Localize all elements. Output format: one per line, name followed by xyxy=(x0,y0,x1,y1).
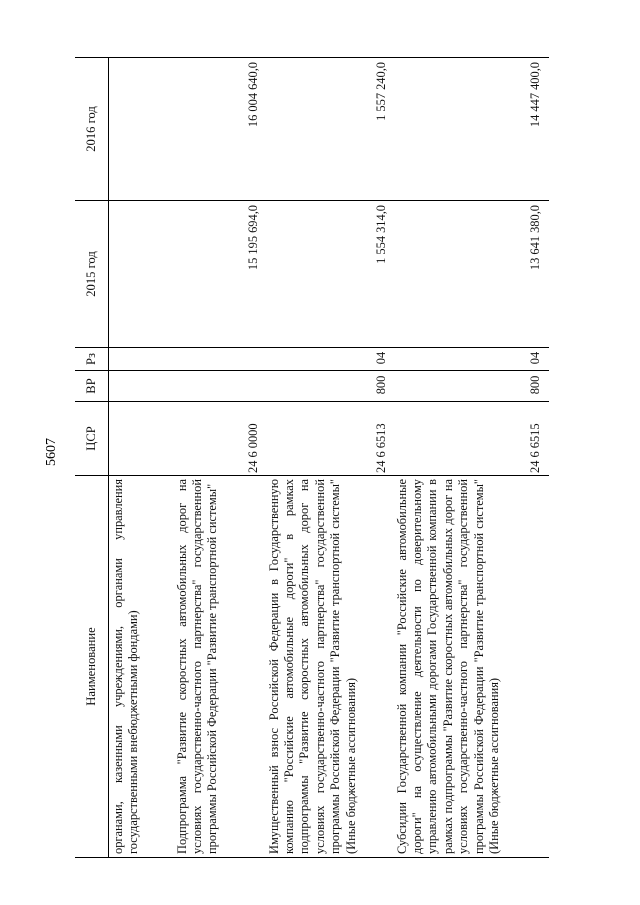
row-name: Имущественный взнос Российской Федерации в Государственную компанию "Российские автомобильные дороги" в рамках подпрограммы "Развитие скоростных автомобильных дорог на условиях государственно-частного партнерства" государственной программы Российской Федерации "Развитие транспортной системы" (Иные бюджетные ассигнования) xyxy=(265,476,393,858)
table-row xyxy=(173,58,265,858)
table-row xyxy=(393,58,549,858)
row-csr: 24 6 6513 xyxy=(265,402,393,476)
row-vr: 800 xyxy=(393,371,549,402)
row-rz xyxy=(109,348,173,371)
row-2016: 1 557 240,0 xyxy=(265,58,393,201)
row-rz xyxy=(173,348,265,371)
row-csr: 24 6 6515 xyxy=(393,402,549,476)
row-csr: 24 6 0000 xyxy=(173,402,265,476)
row-2015: 1 554 314,0 xyxy=(265,201,393,348)
row-vr: 800 xyxy=(265,371,393,402)
row-2015 xyxy=(109,201,173,348)
header-vr: ВР xyxy=(75,371,109,402)
row-2015: 15 195 694,0 xyxy=(173,201,265,348)
header-2016: 2016 год xyxy=(75,58,109,201)
header-rz: Рз xyxy=(75,348,109,371)
table-row xyxy=(265,58,393,858)
row-name: Субсидии Государственной компании "Российские автомобильные дороги" на осуществление деятельности по доверительному управлению автомобильными дорогами Государственной компании в рамках подпрограммы "Развитие скоростных автомобильных дорог на условиях государственно-частного партнерства" государственной программы Российской Федерации "Развитие транспортной системы" (Иные бюджетные ассигнования) xyxy=(393,476,549,858)
page-number: 5607 xyxy=(44,438,59,466)
table-header-row xyxy=(75,58,109,858)
row-name: органами, казенными учреждениями, органами управления государственными внебюджетными фондами) xyxy=(109,476,173,858)
row-vr xyxy=(109,371,173,402)
row-2016 xyxy=(109,58,173,201)
row-vr xyxy=(173,371,265,402)
header-csr: ЦСР xyxy=(75,402,109,476)
row-2016: 14 447 400,0 xyxy=(393,58,549,201)
row-2015: 13 641 380,0 xyxy=(393,201,549,348)
header-2015: 2015 год xyxy=(75,201,109,348)
budget-table-rotated xyxy=(75,58,602,858)
budget-table xyxy=(75,57,549,858)
row-name: Подпрограмма "Развитие скоростных автомобильных дорог на условиях государственно-частного партнерства" государственной программы Российской Федерации "Развитие транспортной системы" xyxy=(173,476,265,858)
row-rz: 04 xyxy=(265,348,393,371)
row-2016: 16 004 640,0 xyxy=(173,58,265,201)
header-name: Наименование xyxy=(75,476,109,858)
row-csr xyxy=(109,402,173,476)
table-row xyxy=(109,58,173,858)
row-rz: 04 xyxy=(393,348,549,371)
